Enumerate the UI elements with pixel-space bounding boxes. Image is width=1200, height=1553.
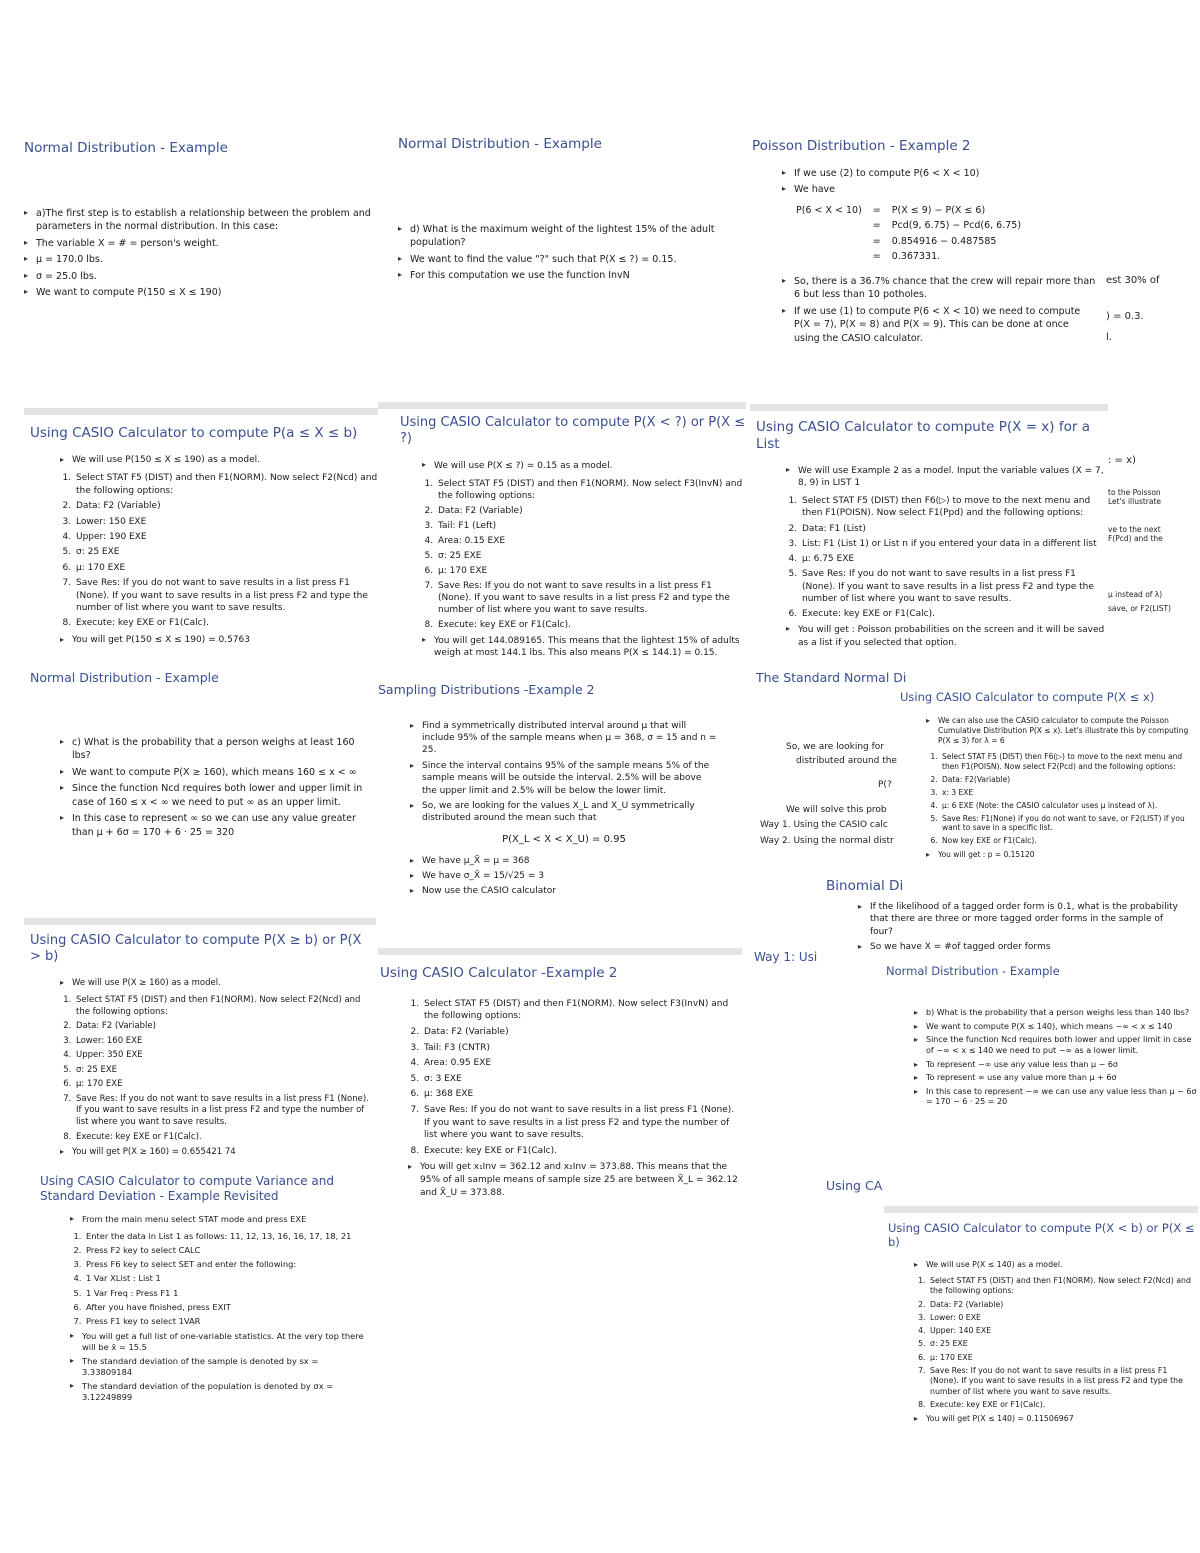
slide-casio-variance	[40, 1172, 370, 1422]
slide-title: Using CASIO Calculator to compute P(X ≤ x)	[900, 690, 1155, 704]
slide-body	[378, 460, 746, 660]
bullet: ▸ Since the interval contains 95% of the sample means 5% of the sample means will be outside the interval. 2.5% will be above the upper limit and 2.5% will be below the lower limit.	[410, 760, 718, 797]
bullet: ▸ Now use the CASIO calculator	[410, 885, 718, 897]
probability-formula: P(X_L < X < X_U) = 0.95	[502, 833, 626, 845]
equation-block: P(6 < X < 10) = P(X ≤ 9) − P(X ≤ 6) = Pcd(9, 6.75) − Pcd(6, 6.75) = 0.854916 − 0.487585 = 0.367331.	[792, 203, 1025, 265]
step: 2. Data: F2 (Variable)	[928, 1300, 1198, 1310]
bullet: ▸ If we use (1) to compute P(6 < X < 10) we need to compute P(X = 7), P(X = 8) and P(X = 9). This can be done at once using the CASIO calculator.	[782, 305, 1097, 345]
bullet: ▸ d) What is the maximum weight of the lightest 15% of the adult population?	[398, 223, 738, 250]
slide-casio-poisson-list	[750, 404, 1108, 670]
fragment-text: P(?	[878, 780, 892, 790]
step: 7. Save Res: If you do not want to save results in a list press F1 (None). If you want to save results in a list press F2 and type the number of list where you want to save results.	[436, 580, 746, 616]
fragment-text: We will solve this prob	[786, 805, 887, 815]
bullet: ▸ From the main menu select STAT mode and press EXE	[70, 1214, 370, 1225]
fragment-text: distributed around the	[796, 756, 897, 766]
step: 4. Upper: 190 EXE	[74, 531, 384, 543]
slide-title: Using CASIO Calculator to compute P(X ≥ b) or P(X > b)	[30, 933, 362, 965]
fragment-text: μ instead of λ)	[1108, 590, 1163, 599]
step: 1. Select STAT F5 (DIST) and then F1(NORM). Now select F2(Ncd) and the following options:	[74, 995, 376, 1018]
step: 1. Select STAT F5 (DIST) and then F1(NORM). Now select F2(Ncd) and the following options:	[928, 1276, 1198, 1297]
result: ▸ You will get x₁Inv = 362.12 and x₂Inv = 373.88. This means that the 95% of all sample means of sample size 25 are between X̄_L = 362.12 and X̄_U = 373.88.	[408, 1161, 742, 1199]
step: 4. 1 Var XList : List 1	[84, 1273, 370, 1284]
fragment-text: est 30% of	[1106, 275, 1160, 286]
slide-title: Normal Distribution - Example	[24, 140, 228, 156]
bullet: ▸ Since the function Ncd requires both lower and upper limit in case of −∞ < x ≤ 140 we need to put −∞ as a lower limit.	[914, 1035, 1198, 1056]
bullet: ▸ So, we are looking for the values X_L and X_U symmetrically distributed around the mean such that	[410, 800, 718, 825]
step: 3. List: F1 (List 1) or List n if you entered your data in a different list	[800, 538, 1108, 550]
step: 1. Select STAT F5 (DIST) then F6(▷) to move to the next menu and then F1(POISN). Now select F2(Pcd) and the following options:	[940, 752, 1198, 772]
fragment-text: ve to the next F(Pcd) and the	[1108, 525, 1163, 543]
bullet: ▸ We want to compute P(150 ≤ X ≤ 190)	[24, 286, 379, 299]
fragment-text: save, or F2(LIST)	[1108, 604, 1172, 613]
slide-body	[24, 978, 376, 1159]
step: 8. Execute: key EXE or F1(Calc).	[928, 1400, 1198, 1410]
slide-body	[826, 901, 1178, 954]
bullet: ▸ We will use P(150 ≤ X ≤ 190) as a model.	[60, 454, 384, 466]
step: 8. Execute: key EXE or F1(Calc).	[74, 617, 384, 629]
bullet: ▸ So we have X = #of tagged order forms	[858, 941, 1178, 953]
slide-casio-x-ge-b	[24, 918, 376, 1176]
step: 3. x: 3 EXE	[940, 788, 1198, 798]
step: 3. Lower: 150 EXE	[74, 516, 384, 528]
slide-title: Using CASIO Calculator -Example 2	[380, 965, 618, 981]
bullet: ▸ a)The first step is to establish a relationship between the problem and parameters in the normal distribution. In this case:	[24, 207, 379, 234]
step: 2. Data: F2 (Variable)	[74, 1021, 376, 1033]
step: 7. Save Res: If you do not want to save results in a list press F1 (None). If you want to save results in a list press F2 and type the number of list where you want to save results.	[74, 1094, 376, 1129]
bullet: ▸ We have	[782, 183, 1097, 196]
slide-body	[750, 465, 1108, 649]
result: ▸ You will get P(150 ≤ X ≤ 190) = 0.5763	[60, 634, 384, 646]
bullet: ▸ So, there is a 36.7% chance that the crew will repair more than 6 but less than 10 potholes.	[782, 275, 1097, 302]
result: ▸ You will get a full list of one-variable statistics. At the very top there will be x̄ = 15.5	[70, 1331, 370, 1353]
step: 5. 1 Var Freq : Press F1 1	[84, 1288, 370, 1299]
step: 3. Tail: F3 (CNTR)	[422, 1042, 742, 1055]
bullet: ▸ We want to find the value "?" such that P(X ≤ ?) = 0.15.	[398, 253, 738, 266]
step: 2. Data: F2 (Variable)	[422, 1026, 742, 1039]
fragment-text: ) = 0.3.	[1106, 311, 1144, 322]
fragment-text: Way 1: Usi	[754, 950, 818, 964]
bullet: ▸ To represent ∞ use any value more than μ + 6σ	[914, 1073, 1198, 1084]
eq-rhs: 0.367331.	[891, 251, 941, 263]
step: 8. Execute: key EXE or F1(Calc).	[436, 619, 746, 631]
bullet: ▸ We want to compute P(X ≤ 140), which means −∞ < x ≤ 140	[914, 1022, 1198, 1033]
step: 4. Upper: 350 EXE	[74, 1050, 376, 1062]
eq-rhs: Pcd(9, 6.75) − Pcd(6, 6.75)	[891, 220, 1022, 232]
step: 6. μ: 170 EXE	[436, 565, 746, 577]
slide-normal-example-c	[24, 668, 374, 913]
step: 5. σ: 25 EXE	[74, 546, 384, 558]
step: 6. μ: 170 EXE	[74, 1079, 376, 1091]
step: 6. Now key EXE or F1(Calc).	[940, 836, 1198, 846]
bullet: ▸ For this computation we use the function InvN	[398, 269, 738, 282]
bullet: ▸ We can also use the CASIO calculator to compute the Poisson Cumulative Distribution P(X ≤ x). Let's illustrate this by computing P(X ≤ 3) for λ = 6	[926, 716, 1198, 746]
result: ▸ You will get : Poisson probabilities on the screen and it will be saved as a list if you selected that option.	[786, 624, 1108, 648]
step: 5. Save Res: F1(None) if you do not want to save, or F2(LIST) if you want to save in a specific list.	[940, 814, 1198, 834]
bullet: ▸ To represent −∞ use any value less than μ − 6σ	[914, 1060, 1198, 1071]
step: 5. Save Res: If you do not want to save results in a list press F1 (None). If you want to save results in a list press F2 and type the number of list where you want to save results.	[800, 568, 1108, 605]
slide-title: Sampling Distributions -Example 2	[378, 682, 595, 697]
slide-body	[24, 454, 384, 646]
step: 6. Execute: key EXE or F1(Calc).	[800, 608, 1108, 620]
step: 4. Upper: 140 EXE	[928, 1326, 1198, 1336]
slide-title: Normal Distribution - Example	[398, 136, 602, 152]
eq-rhs: P(X ≤ 9) − P(X ≤ 6)	[891, 204, 986, 216]
step: 5. σ: 25 EXE	[928, 1339, 1198, 1349]
bullet: ▸ b) What is the probability that a person weighs less than 140 lbs?	[914, 1008, 1198, 1019]
slide-sampling-example-2	[378, 680, 718, 930]
step: 2. Data: F2 (Variable)	[436, 505, 746, 517]
step: 4. μ: 6 EXE (Note: the CASIO calculator uses μ instead of λ).	[940, 801, 1198, 811]
step: 3. Press F6 key to select SET and enter the following:	[84, 1259, 370, 1270]
fragment-text: So, we are looking for	[786, 742, 884, 752]
step: 8. Execute: key EXE or F1(Calc).	[74, 1132, 376, 1144]
slide-normal-example-d	[398, 132, 738, 397]
bullet: ▸ We have σ_X̄ = 15/√25 = 3	[410, 870, 718, 882]
bullet: ▸ c) What is the probability that a person weighs at least 160 lbs?	[60, 736, 374, 763]
slide-title: Using CASIO Calculator to compute P(X < ?) or P(X ≤ ?)	[400, 415, 746, 447]
bullet: ▸ σ = 25.0 lbs.	[24, 270, 379, 283]
slide-casio-a-le-x-le-b	[24, 408, 384, 670]
slide-body	[900, 716, 1198, 860]
fragment-text: The Standard Normal Di	[756, 670, 907, 685]
step: 2. Data: F2 (Variable)	[74, 500, 384, 512]
step: 1. Select STAT F5 (DIST) and then F1(NORM). Now select F3(InvN) and the following options:	[422, 998, 742, 1023]
bullet: ▸ μ = 170.0 lbs.	[24, 253, 379, 266]
slide-normal-example-b	[886, 962, 1198, 1157]
slide-poisson-example-2	[752, 132, 1097, 400]
bullet: ▸ We will use P(X ≤ 140) as a model.	[914, 1260, 1198, 1270]
slide-body	[752, 167, 1097, 345]
slide-title: Using CASIO Calculator to compute P(X < b) or P(X ≤ b)	[888, 1221, 1195, 1250]
eq-lhs: P(6 < X < 10)	[796, 204, 862, 216]
step: 7. Press F1 key to select 1VAR	[84, 1316, 370, 1327]
step: 6. μ: 368 EXE	[422, 1088, 742, 1101]
step: 1. Select STAT F5 (DIST) then F6(▷) to move to the next menu and then F1(POISN). Now select F1(Ppd) and the following options:	[800, 495, 1108, 519]
bullet: ▸ We will use P(X ≥ 160) as a model.	[60, 978, 376, 990]
fragment-text: Way 2. Using the normal distr	[760, 836, 894, 846]
slide-body	[24, 736, 374, 839]
slide-title: Using CASIO Calculator to compute P(a ≤ X ≤ b)	[30, 425, 358, 441]
bullet: ▸ If the likelihood of a tagged order form is 0.1, what is the probability that there are three or more tagged order forms in the sample of four?	[858, 901, 1178, 938]
slide-casio-example-2	[378, 948, 742, 1228]
step: 6. After you have finished, press EXIT	[84, 1302, 370, 1313]
step: 6. μ: 170 EXE	[928, 1353, 1198, 1363]
result: ▸ You will get P(X ≥ 160) = 0.655421 74	[60, 1147, 376, 1159]
result: ▸ You will get : p = 0.15120	[926, 850, 1198, 860]
slide-title: Normal Distribution - Example	[886, 964, 1060, 978]
step: 1. Select STAT F5 (DIST) and then F1(NORM). Now select F3(InvN) and the following options:	[436, 478, 746, 502]
step: 4. Area: 0.95 EXE	[422, 1057, 742, 1070]
bullet: ▸ We want to compute P(X ≥ 160), which means 160 ≤ x < ∞	[60, 766, 374, 779]
slide-title: Binomial Di	[826, 878, 904, 894]
step: 5. σ: 25 EXE	[436, 550, 746, 562]
step: 2. Press F2 key to select CALC	[84, 1245, 370, 1256]
step: 7. Save Res: If you do not want to save results in a list press F1 (None). If you want to save results in a list press F2 and type the number of list where you want to save results.	[422, 1104, 742, 1142]
fragment-text: to the Poisson Let's illustrate	[1108, 488, 1162, 506]
slide-casio-inverse	[378, 402, 746, 672]
bullet: ▸ Since the function Ncd requires both lower and upper limit in case of 160 ≤ x < ∞ we need to put ∞ as an upper limit.	[60, 782, 374, 809]
step: 1. Enter the data in List 1 as follows: 11, 12, 13, 16, 16, 17, 18, 21	[84, 1231, 370, 1242]
slide-binomial-partial	[826, 876, 1178, 966]
slide-casio-x-le-b	[884, 1206, 1198, 1442]
result: ▸ The standard deviation of the population is denoted by σx = 3.12249899	[70, 1381, 370, 1403]
step: 5. σ: 25 EXE	[74, 1065, 376, 1077]
bullet: ▸ We have μ_X̄ = μ = 368	[410, 855, 718, 867]
slide-body	[398, 223, 738, 283]
step: 7. Save Res: If you do not want to save results in a list press F1 (None). If you want to save results in a list press F2 and type the number of list where you want to save results.	[74, 577, 384, 614]
fragment-text: : = x)	[1108, 455, 1136, 466]
bullet: ▸ We will use Example 2 as a model. Input the variable values (X = 7, 8, 9) in LIST 1	[786, 465, 1108, 489]
result: ▸ You will get P(X ≤ 140) = 0.11506967	[914, 1414, 1198, 1424]
step: 7. Save Res: If you do not want to save results in a list press F1 (None). If you want to save results in a list press F2 and type the number of list where you want to save results.	[928, 1366, 1198, 1397]
fragment-text: Using CA	[826, 1178, 883, 1193]
slide-casio-poisson-cumulative	[900, 688, 1198, 893]
slide-title: Using CASIO Calculator to compute P(X = x) for a List	[756, 419, 1090, 452]
slide-body	[40, 1214, 370, 1404]
bullet: ▸ In this case to represent ∞ so we can use any value greater than μ + 6σ = 170 + 6 · 25 = 320	[60, 812, 374, 839]
step: 3. Lower: 0 EXE	[928, 1313, 1198, 1323]
bullet: ▸ In this case to represent −∞ we can use any value less than μ − 6σ = 170 − 6 · 25 = 20	[914, 1087, 1198, 1108]
step: 3. Lower: 160 EXE	[74, 1036, 376, 1048]
step: 1. Select STAT F5 (DIST) and then F1(NORM). Now select F2(Ncd) and the following options:	[74, 472, 384, 497]
slide-body	[378, 998, 742, 1199]
step: 6. μ: 170 EXE	[74, 562, 384, 574]
bullet: ▸ The variable X = # = person's weight.	[24, 237, 379, 250]
step: 3. Tail: F1 (Left)	[436, 520, 746, 532]
fragment-text: Way 1. Using the CASIO calc	[760, 820, 888, 830]
result: ▸ You will get 144.089165. This means that the lightest 15% of adults weigh at most 144.1 lbs. This also means P(X ≤ 144.1) = 0.15.	[422, 635, 746, 659]
step: 8. Execute: key EXE or F1(Calc).	[422, 1145, 742, 1158]
slide-body	[24, 207, 379, 300]
slide-body	[886, 1008, 1198, 1107]
slide-normal-example-a	[24, 132, 379, 402]
slide-title: Using CASIO Calculator to compute Variance and Standard Deviation - Example Revisited	[40, 1174, 335, 1203]
fragment-text: l.	[1106, 332, 1112, 343]
result: ▸ The standard deviation of the sample is denoted by sx = 3.33809184	[70, 1356, 370, 1378]
step: 4. μ: 6.75 EXE	[800, 553, 1108, 565]
eq-rhs: 0.854916 − 0.487585	[891, 235, 997, 247]
bullet: ▸ Find a symmetrically distributed interval around μ that will include 95% of the sample means when μ = 368, σ = 15 and n = 25.	[410, 720, 718, 757]
step: 4. Area: 0.15 EXE	[436, 535, 746, 547]
step: 2. Data: F2(Variable)	[940, 775, 1198, 785]
step: 5. σ: 3 EXE	[422, 1073, 742, 1086]
slide-title: Poisson Distribution - Example 2	[752, 138, 971, 154]
slide-body	[378, 720, 718, 898]
step: 2. Data: F1 (List)	[800, 523, 1108, 535]
slide-title: Normal Distribution - Example	[30, 670, 219, 685]
bullet: ▸ If we use (2) to compute P(6 < X < 10)	[782, 167, 1097, 180]
slide-body	[884, 1260, 1198, 1425]
bullet: ▸ We will use P(X ≤ ?) = 0.15 as a model.	[422, 460, 746, 472]
